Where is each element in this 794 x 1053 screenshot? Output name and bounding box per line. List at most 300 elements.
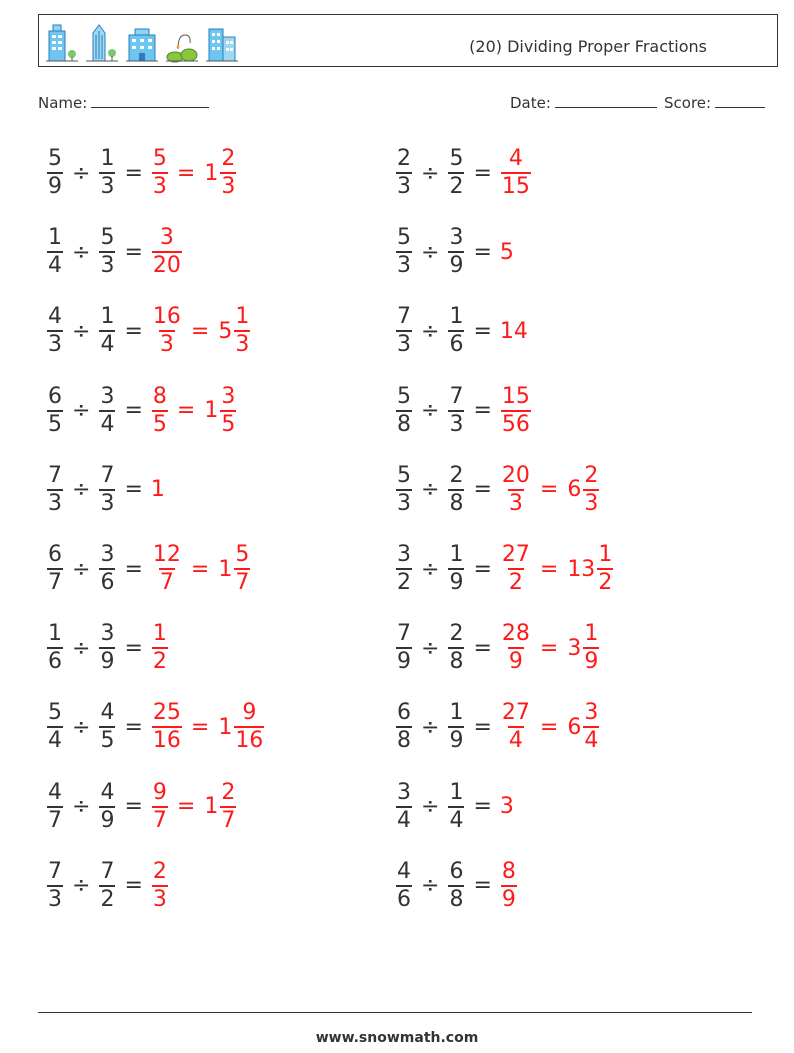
mixed-fraction bbox=[234, 306, 250, 356]
denominator: 2 bbox=[100, 886, 115, 912]
dividend-fraction bbox=[396, 306, 412, 356]
denominator: 3 bbox=[584, 490, 599, 516]
answer-equals-operator: = bbox=[176, 398, 196, 424]
answer-fraction bbox=[152, 779, 168, 833]
mixed-whole: 1 bbox=[218, 556, 233, 582]
numerator: 27 bbox=[501, 542, 530, 567]
problem-item bbox=[393, 538, 616, 600]
numerator: 25 bbox=[152, 700, 181, 726]
denominator: 7 bbox=[152, 807, 167, 833]
mixed-fraction bbox=[234, 702, 264, 752]
denominator: 6 bbox=[449, 332, 464, 358]
equals-operator: = bbox=[473, 873, 492, 899]
numerator: 5 bbox=[397, 462, 411, 488]
denominator: 3 bbox=[100, 253, 115, 279]
denominator: 15 bbox=[501, 174, 530, 199]
problem-item bbox=[393, 221, 516, 283]
divisor-fraction bbox=[99, 544, 115, 594]
problem-item bbox=[44, 776, 239, 838]
problem-item bbox=[393, 380, 534, 442]
answer-fraction bbox=[152, 858, 168, 912]
divisor-fraction bbox=[448, 779, 464, 833]
name-field[interactable] bbox=[38, 93, 209, 112]
footer-url: www.snowmath.com bbox=[315, 1030, 479, 1046]
equals-operator: = bbox=[124, 635, 143, 661]
denominator: 3 bbox=[100, 174, 115, 199]
denominator: 20 bbox=[152, 253, 181, 279]
equals-operator: = bbox=[473, 318, 492, 344]
numerator: 1 bbox=[235, 304, 250, 330]
problem-item bbox=[393, 300, 530, 362]
header-icons bbox=[45, 21, 239, 63]
mixed-fraction bbox=[220, 383, 236, 437]
answer-equals-operator: = bbox=[190, 714, 210, 740]
denominator: 56 bbox=[501, 411, 530, 437]
dividend-fraction bbox=[396, 779, 412, 833]
numerator: 7 bbox=[449, 383, 464, 409]
numerator: 9 bbox=[242, 700, 257, 726]
numerator: 5 bbox=[397, 383, 411, 409]
numerator: 8 bbox=[501, 858, 516, 884]
numerator: 7 bbox=[397, 304, 411, 330]
divide-operator: ÷ bbox=[72, 477, 91, 503]
divisor-fraction bbox=[99, 858, 115, 912]
equals-operator: = bbox=[124, 873, 143, 899]
answer-whole: 3 bbox=[499, 794, 514, 820]
denominator: 4 bbox=[100, 411, 115, 437]
denominator: 4 bbox=[48, 253, 62, 279]
denominator: 9 bbox=[449, 570, 464, 595]
divisor-fraction bbox=[448, 383, 464, 437]
answer-equals-operator: = bbox=[539, 714, 559, 740]
mixed-whole: 1 bbox=[218, 714, 233, 740]
answer-equals-operator: = bbox=[539, 556, 559, 582]
dividend-fraction bbox=[47, 858, 63, 912]
divide-operator: ÷ bbox=[421, 477, 440, 503]
numerator: 5 bbox=[48, 146, 62, 171]
denominator: 4 bbox=[449, 807, 464, 833]
denominator: 5 bbox=[221, 411, 236, 437]
denominator: 8 bbox=[449, 490, 464, 516]
equals-operator: = bbox=[124, 794, 143, 820]
denominator: 2 bbox=[449, 174, 464, 199]
numerator: 3 bbox=[584, 700, 599, 726]
dividend-fraction bbox=[396, 623, 412, 673]
denominator: 2 bbox=[508, 570, 523, 595]
score-field[interactable] bbox=[664, 93, 765, 112]
divisor-fraction bbox=[99, 148, 115, 198]
numerator: 1 bbox=[48, 621, 62, 647]
equals-operator: = bbox=[473, 635, 492, 661]
divide-operator: ÷ bbox=[421, 318, 440, 344]
problem-item bbox=[44, 221, 185, 283]
denominator: 4 bbox=[584, 728, 599, 754]
footer-divider bbox=[38, 1012, 752, 1013]
divisor-fraction bbox=[448, 148, 464, 198]
numerator: 5 bbox=[152, 146, 167, 171]
answer-fraction bbox=[501, 383, 531, 437]
numerator: 5 bbox=[449, 146, 464, 171]
divisor-fraction bbox=[448, 227, 464, 277]
denominator: 9 bbox=[508, 649, 523, 675]
mixed-whole: 6 bbox=[567, 477, 582, 503]
mixed-whole: 13 bbox=[567, 556, 596, 582]
numerator: 7 bbox=[100, 858, 115, 884]
divisor-fraction bbox=[99, 702, 115, 752]
numerator: 6 bbox=[397, 700, 411, 726]
divisor-fraction bbox=[99, 306, 115, 356]
divisor-fraction bbox=[448, 462, 464, 516]
mixed-fraction bbox=[583, 623, 599, 673]
problem-item bbox=[393, 776, 516, 838]
dividend-fraction bbox=[47, 227, 63, 277]
numerator: 4 bbox=[100, 700, 115, 726]
denominator: 9 bbox=[584, 649, 599, 675]
denominator: 3 bbox=[397, 174, 411, 199]
answer-fraction bbox=[152, 544, 182, 594]
dividend-fraction bbox=[47, 544, 63, 594]
mixed-whole: 1 bbox=[204, 794, 219, 820]
mixed-fraction bbox=[220, 148, 236, 198]
divisor-fraction bbox=[448, 623, 464, 673]
divide-operator: ÷ bbox=[421, 873, 440, 899]
numerator: 4 bbox=[48, 304, 62, 330]
numerator: 20 bbox=[501, 462, 530, 488]
denominator: 5 bbox=[152, 411, 167, 437]
divide-operator: ÷ bbox=[72, 239, 91, 265]
skyscraper-icon bbox=[85, 21, 119, 63]
denominator: 16 bbox=[235, 728, 264, 754]
numerator: 3 bbox=[100, 383, 115, 409]
divide-operator: ÷ bbox=[421, 239, 440, 265]
equals-operator: = bbox=[473, 714, 492, 740]
equals-operator: = bbox=[124, 477, 143, 503]
numerator: 1 bbox=[100, 304, 115, 330]
denominator: 7 bbox=[159, 570, 174, 595]
problem-item bbox=[393, 459, 602, 521]
city-buildings-icon bbox=[205, 21, 239, 63]
answer-equals-operator: = bbox=[190, 556, 210, 582]
dividend-fraction bbox=[47, 383, 63, 437]
divide-operator: ÷ bbox=[72, 714, 91, 740]
problem-item bbox=[44, 380, 239, 442]
dividend-fraction bbox=[47, 306, 63, 356]
denominator: 9 bbox=[48, 174, 62, 199]
divisor-fraction bbox=[99, 462, 115, 516]
divisor-fraction bbox=[448, 702, 464, 752]
numerator: 6 bbox=[48, 383, 62, 409]
divide-operator: ÷ bbox=[72, 794, 91, 820]
denominator: 3 bbox=[397, 490, 411, 516]
numerator: 7 bbox=[48, 462, 62, 488]
numerator: 1 bbox=[152, 621, 167, 647]
numerator: 6 bbox=[449, 858, 464, 884]
answer-fraction bbox=[501, 544, 531, 594]
answer-equals-operator: = bbox=[176, 160, 196, 186]
dividend-fraction bbox=[47, 779, 63, 833]
answer-fraction bbox=[152, 383, 168, 437]
denominator: 3 bbox=[397, 332, 411, 358]
numerator: 3 bbox=[397, 542, 411, 567]
numerator: 1 bbox=[449, 542, 464, 567]
date-field[interactable] bbox=[510, 93, 657, 112]
answer-fraction bbox=[501, 702, 531, 752]
divide-operator: ÷ bbox=[421, 556, 440, 582]
denominator: 3 bbox=[152, 174, 167, 199]
numerator: 1 bbox=[449, 700, 464, 726]
numerator: 27 bbox=[501, 700, 530, 726]
denominator: 5 bbox=[100, 728, 115, 754]
denominator: 9 bbox=[449, 728, 464, 754]
denominator: 4 bbox=[100, 332, 115, 358]
divisor-fraction bbox=[448, 544, 464, 594]
problem-item bbox=[393, 855, 520, 917]
score-label: Score: bbox=[664, 94, 712, 112]
mixed-whole: 1 bbox=[204, 160, 219, 186]
numerator: 16 bbox=[152, 304, 181, 330]
answer-fraction bbox=[152, 227, 182, 277]
equals-operator: = bbox=[473, 239, 492, 265]
denominator: 9 bbox=[501, 886, 516, 912]
answer-equals-operator: = bbox=[176, 794, 196, 820]
numerator: 9 bbox=[152, 779, 167, 805]
divide-operator: ÷ bbox=[421, 398, 440, 424]
numerator: 2 bbox=[152, 858, 167, 884]
problem-item bbox=[393, 617, 602, 679]
denominator: 3 bbox=[159, 332, 174, 358]
problem-item bbox=[393, 696, 602, 758]
divisor-fraction bbox=[99, 779, 115, 833]
divide-operator: ÷ bbox=[72, 398, 91, 424]
mixed-fraction bbox=[234, 544, 250, 594]
dividend-fraction bbox=[396, 148, 412, 198]
numerator: 1 bbox=[100, 146, 115, 171]
problem-item bbox=[44, 538, 253, 600]
denominator: 7 bbox=[235, 570, 250, 595]
denominator: 8 bbox=[449, 886, 464, 912]
mixed-whole: 5 bbox=[218, 318, 233, 344]
mixed-whole: 1 bbox=[204, 398, 219, 424]
denominator: 7 bbox=[48, 807, 62, 833]
numerator: 3 bbox=[397, 779, 411, 805]
numerator: 3 bbox=[159, 225, 174, 251]
numerator: 28 bbox=[501, 621, 530, 647]
numerator: 5 bbox=[48, 700, 62, 726]
dividend-fraction bbox=[47, 623, 63, 673]
denominator: 3 bbox=[152, 886, 167, 912]
problem-item bbox=[44, 142, 239, 204]
divide-operator: ÷ bbox=[72, 873, 91, 899]
denominator: 3 bbox=[397, 253, 411, 279]
answer-equals-operator: = bbox=[539, 635, 559, 661]
equals-operator: = bbox=[124, 318, 143, 344]
answer-fraction bbox=[152, 702, 182, 752]
divisor-fraction bbox=[99, 227, 115, 277]
answer-fraction bbox=[501, 623, 531, 673]
mixed-fraction bbox=[583, 702, 599, 752]
divisor-fraction bbox=[99, 623, 115, 673]
denominator: 16 bbox=[152, 728, 181, 754]
divide-operator: ÷ bbox=[421, 714, 440, 740]
numerator: 3 bbox=[221, 383, 236, 409]
problem-item bbox=[44, 300, 253, 362]
divide-operator: ÷ bbox=[72, 160, 91, 186]
equals-operator: = bbox=[473, 477, 492, 503]
equals-operator: = bbox=[473, 398, 492, 424]
problem-item bbox=[44, 617, 171, 679]
date-blank[interactable] bbox=[555, 93, 657, 108]
answer-whole: 14 bbox=[499, 318, 528, 344]
dividend-fraction bbox=[396, 227, 412, 277]
numerator: 4 bbox=[508, 146, 523, 171]
answer-whole: 5 bbox=[499, 239, 514, 265]
equals-operator: = bbox=[124, 160, 143, 186]
denominator: 9 bbox=[449, 253, 464, 279]
dividend-fraction bbox=[396, 544, 412, 594]
numerator: 3 bbox=[100, 621, 115, 647]
numerator: 8 bbox=[152, 383, 167, 409]
denominator: 3 bbox=[48, 886, 62, 912]
divide-operator: ÷ bbox=[421, 794, 440, 820]
numerator: 1 bbox=[449, 304, 464, 330]
problem-item bbox=[44, 459, 167, 521]
mixed-whole: 6 bbox=[567, 714, 582, 740]
mixed-fraction bbox=[220, 779, 236, 833]
numerator: 1 bbox=[584, 621, 599, 647]
numerator: 7 bbox=[48, 858, 62, 884]
divide-operator: ÷ bbox=[421, 635, 440, 661]
denominator: 9 bbox=[100, 807, 115, 833]
name-blank[interactable] bbox=[91, 93, 209, 108]
divide-operator: ÷ bbox=[72, 556, 91, 582]
numerator: 4 bbox=[397, 858, 411, 884]
divide-operator: ÷ bbox=[421, 160, 440, 186]
denominator: 8 bbox=[397, 411, 411, 437]
problem-item bbox=[44, 855, 171, 917]
numerator: 4 bbox=[48, 779, 62, 805]
denominator: 3 bbox=[48, 332, 62, 358]
denominator: 9 bbox=[397, 649, 411, 675]
numerator: 2 bbox=[449, 462, 464, 488]
apartment-building-icon bbox=[125, 21, 159, 63]
numerator: 15 bbox=[501, 383, 530, 409]
denominator: 2 bbox=[152, 649, 167, 675]
divisor-fraction bbox=[448, 306, 464, 356]
numerator: 2 bbox=[449, 621, 464, 647]
numerator: 1 bbox=[598, 542, 613, 567]
numerator: 3 bbox=[100, 542, 115, 567]
divisor-fraction bbox=[99, 383, 115, 437]
denominator: 6 bbox=[100, 570, 115, 595]
denominator: 2 bbox=[598, 570, 613, 595]
equals-operator: = bbox=[124, 239, 143, 265]
denominator: 4 bbox=[508, 728, 523, 754]
answer-fraction bbox=[152, 148, 168, 198]
problem-item bbox=[393, 142, 534, 204]
numerator: 3 bbox=[449, 225, 464, 251]
answer-fraction bbox=[501, 462, 531, 516]
answer-fraction bbox=[152, 306, 182, 356]
dividend-fraction bbox=[396, 383, 412, 437]
numerator: 2 bbox=[221, 779, 236, 805]
office-building-icon bbox=[45, 21, 79, 63]
answer-equals-operator: = bbox=[539, 477, 559, 503]
denominator: 4 bbox=[397, 807, 411, 833]
denominator: 3 bbox=[235, 332, 250, 358]
name-label: Name: bbox=[38, 94, 88, 112]
divide-operator: ÷ bbox=[72, 635, 91, 661]
numerator: 7 bbox=[100, 462, 115, 488]
denominator: 3 bbox=[221, 174, 236, 199]
equals-operator: = bbox=[473, 160, 492, 186]
numerator: 12 bbox=[152, 542, 181, 567]
score-blank[interactable] bbox=[715, 93, 765, 108]
divide-operator: ÷ bbox=[72, 318, 91, 344]
divisor-fraction bbox=[448, 858, 464, 912]
dividend-fraction bbox=[396, 702, 412, 752]
denominator: 8 bbox=[449, 649, 464, 675]
problem-item bbox=[44, 696, 267, 758]
denominator: 2 bbox=[397, 570, 411, 595]
denominator: 6 bbox=[48, 649, 62, 675]
park-icon bbox=[165, 21, 199, 63]
numerator: 2 bbox=[397, 146, 411, 171]
answer-fraction bbox=[501, 148, 531, 198]
numerator: 4 bbox=[100, 779, 115, 805]
worksheet-header bbox=[38, 14, 778, 67]
denominator: 7 bbox=[48, 570, 62, 595]
numerator: 1 bbox=[449, 779, 464, 805]
denominator: 3 bbox=[508, 490, 523, 516]
answer-equals-operator: = bbox=[190, 318, 210, 344]
denominator: 3 bbox=[449, 411, 464, 437]
mixed-fraction bbox=[583, 462, 599, 516]
denominator: 6 bbox=[397, 886, 411, 912]
equals-operator: = bbox=[124, 556, 143, 582]
equals-operator: = bbox=[473, 556, 492, 582]
dividend-fraction bbox=[396, 858, 412, 912]
numerator: 6 bbox=[48, 542, 62, 567]
equals-operator: = bbox=[124, 398, 143, 424]
denominator: 8 bbox=[397, 728, 411, 754]
dividend-fraction bbox=[396, 462, 412, 516]
answer-whole: 1 bbox=[150, 477, 165, 503]
denominator: 7 bbox=[221, 807, 236, 833]
equals-operator: = bbox=[473, 794, 492, 820]
mixed-whole: 3 bbox=[567, 635, 582, 661]
answer-fraction bbox=[501, 858, 517, 912]
dividend-fraction bbox=[47, 148, 63, 198]
denominator: 3 bbox=[48, 490, 62, 516]
answer-fraction bbox=[152, 623, 168, 673]
mixed-fraction bbox=[597, 544, 613, 594]
denominator: 3 bbox=[100, 490, 115, 516]
equals-operator: = bbox=[124, 714, 143, 740]
date-label: Date: bbox=[510, 94, 551, 112]
numerator: 5 bbox=[100, 225, 115, 251]
denominator: 4 bbox=[48, 728, 62, 754]
dividend-fraction bbox=[47, 702, 63, 752]
dividend-fraction bbox=[47, 462, 63, 516]
numerator: 2 bbox=[221, 146, 236, 171]
worksheet-title: (20) Dividing Proper Fractions bbox=[469, 37, 707, 56]
numerator: 1 bbox=[48, 225, 62, 251]
numerator: 7 bbox=[397, 621, 411, 647]
numerator: 5 bbox=[235, 542, 250, 567]
numerator: 2 bbox=[584, 462, 599, 488]
denominator: 9 bbox=[100, 649, 115, 675]
denominator: 5 bbox=[48, 411, 62, 437]
